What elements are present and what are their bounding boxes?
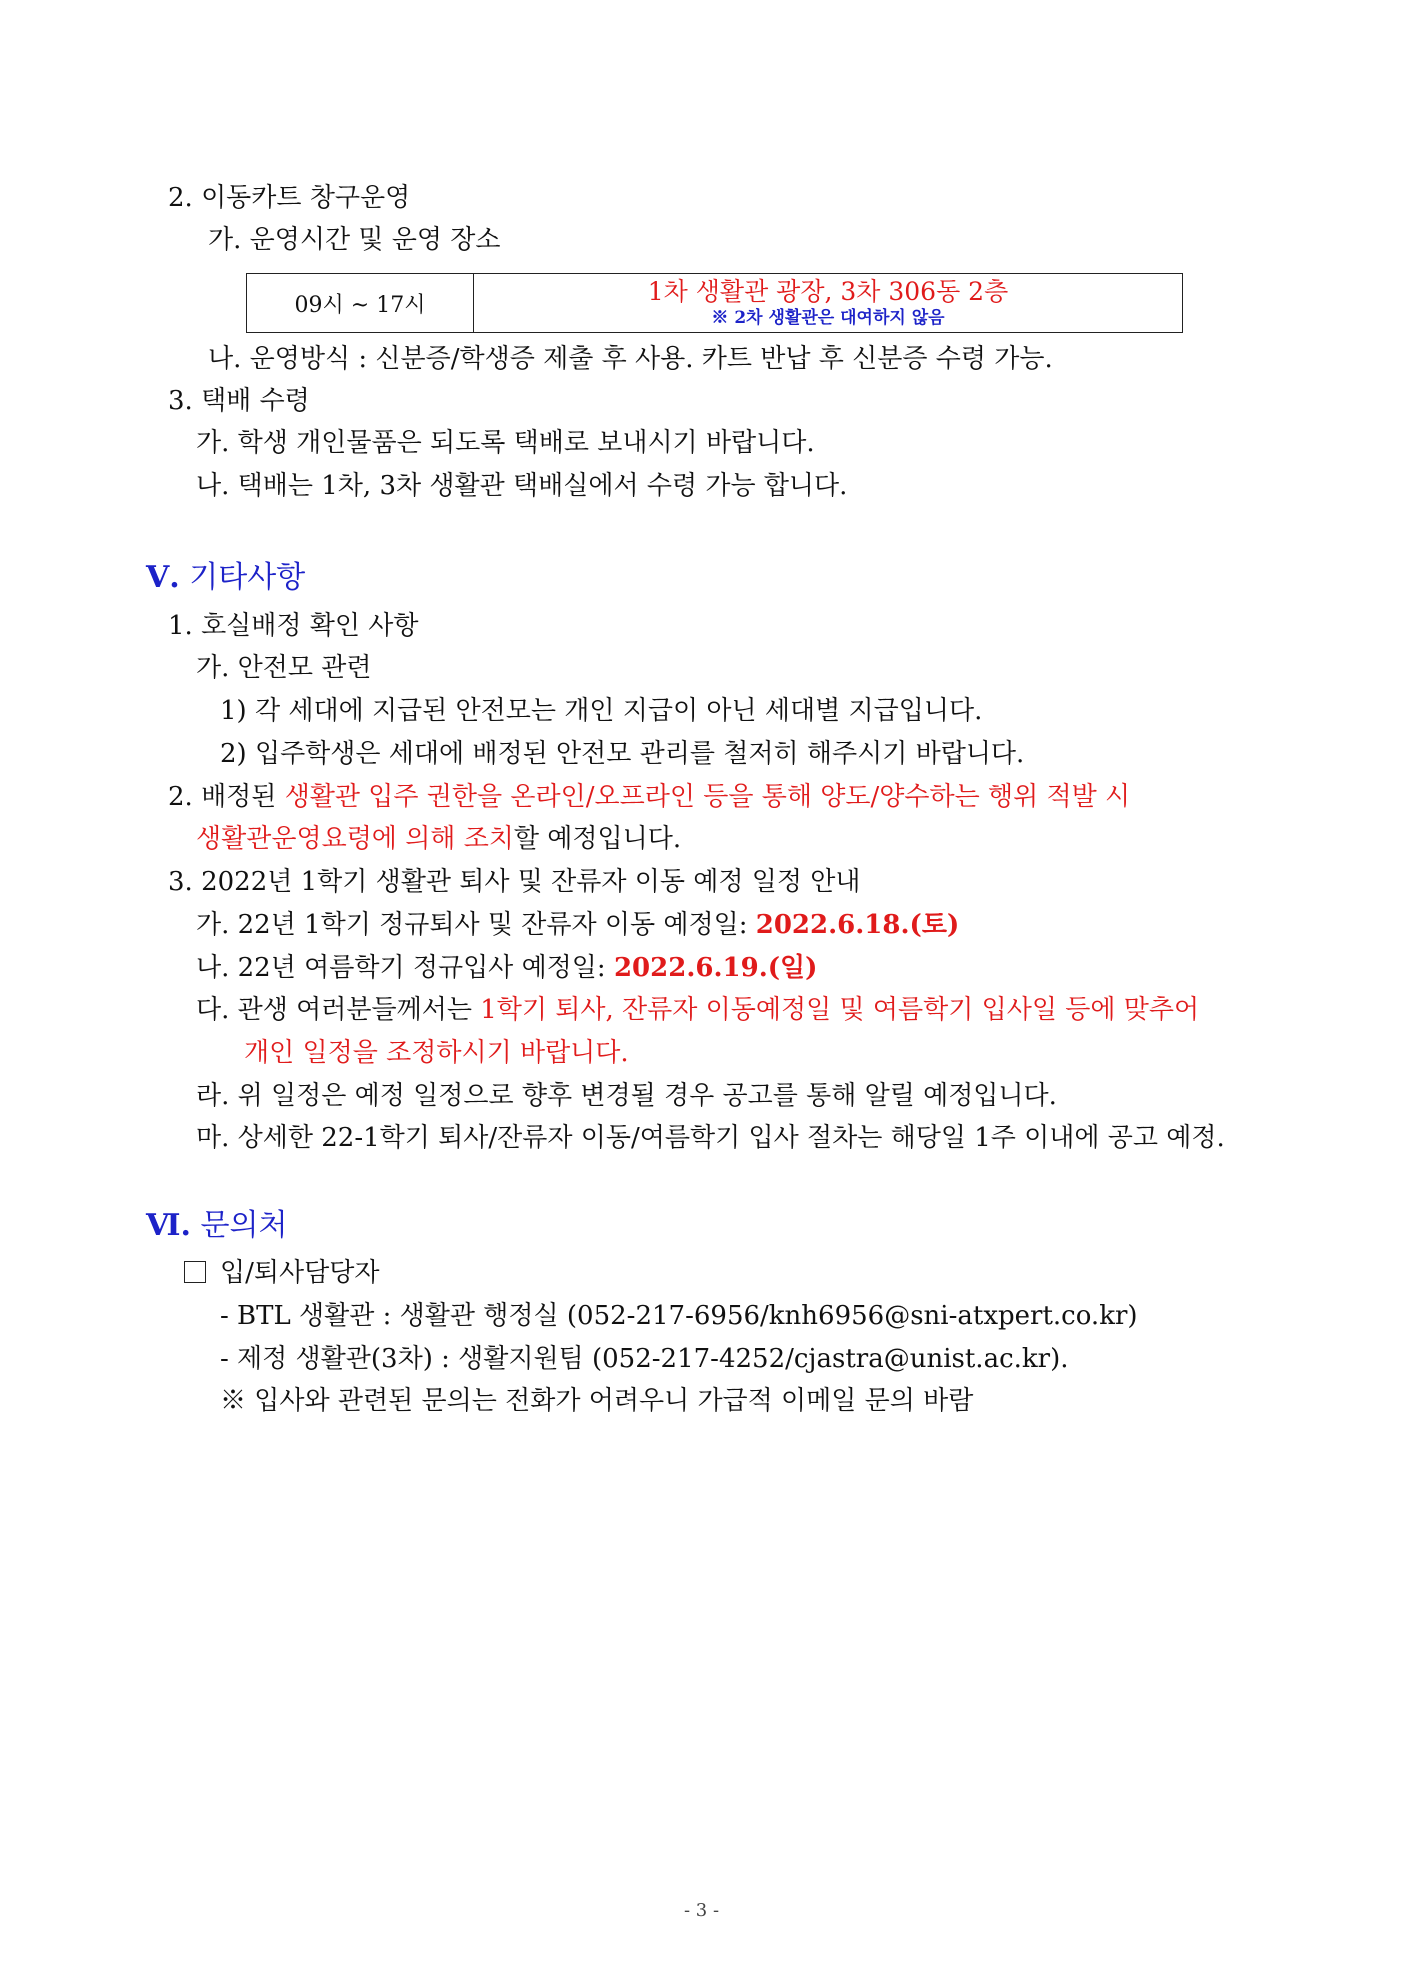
section-6-title xyxy=(146,1207,287,1245)
sec5-item-1-p2: 2) 입주학생은 세대에 배정된 안전모 관리를 철저히 해주시기 바랍니다. xyxy=(220,739,1025,769)
sec5-item-3-ga xyxy=(196,908,959,942)
item-2-na: 나. 운영방식 : 신분증/학생증 제출 후 사용. 카트 반납 후 신분증 수령 가능. xyxy=(208,344,1053,374)
sec5-item-3-na xyxy=(196,951,817,985)
sec5-item-3-heading: 3. 2022년 1학기 생활관 퇴사 및 잔류자 이동 예정 일정 안내 xyxy=(168,867,861,897)
hours-table xyxy=(246,273,1183,333)
contact-title xyxy=(184,1256,379,1290)
checkbox-icon xyxy=(184,1261,206,1283)
sec5-item-2-prefix: 2. 배정된 xyxy=(168,782,285,812)
checkout-date: 2022.6.18.(토) xyxy=(755,910,960,940)
sec5-item-1-ga: 가. 안전모 관련 xyxy=(196,653,372,683)
contact-note: ※ 입사와 관련된 문의는 전화가 어려우니 가급적 이메일 문의 바람 xyxy=(220,1386,974,1416)
sec5-item-3-da-line1 xyxy=(196,993,1199,1027)
item-2-heading: 2. 이동카트 창구운영 xyxy=(168,183,411,213)
section-5-label: 기타사항 xyxy=(189,560,306,595)
sec5-item-3-da-line2: 개인 일정을 조정하시기 바랍니다. xyxy=(244,1038,629,1068)
sec5-item-1-p1: 1) 각 세대에 지급된 안전모는 개인 지급이 아닌 세대별 지급입니다. xyxy=(220,696,983,726)
page-number: - 3 - xyxy=(683,1900,720,1921)
location-text: 1차 생활관 광장, 3차 306동 2층 xyxy=(647,277,1009,306)
sec5-item-3-da-warning: 1학기 퇴사, 잔류자 이동예정일 및 여름학기 입사일 등에 맞추어 xyxy=(480,995,1200,1025)
item-2-ga: 가. 운영시간 및 운영 장소 xyxy=(208,225,501,255)
contact-btl: - BTL 생활관 : 생활관 행정실 (052-217-6956/knh6956@sni-atxpert.co.kr) xyxy=(220,1301,1138,1331)
sec5-item-2-action: 생활관운영요령에 의해 조치 xyxy=(196,824,514,854)
item-3-heading: 3. 택배 수령 xyxy=(168,386,310,416)
section-6-number: Ⅵ. xyxy=(146,1208,191,1243)
checkin-label: 나. 22년 여름학기 정규입사 예정일: xyxy=(196,953,614,983)
sec5-item-2-suffix: 할 예정입니다. xyxy=(513,824,682,854)
sec5-item-2-warning: 생활관 입주 권한을 온라인/오프라인 등을 통해 양도/양수하는 행위 적발 시 xyxy=(284,782,1131,812)
contact-dorm3: - 제정 생활관(3차) : 생활지원팀 (052-217-4252/cjastra@unist.ac.kr). xyxy=(220,1344,1069,1374)
section-5-title xyxy=(146,559,305,597)
hours-cell: 09시 ~ 17시 xyxy=(247,274,474,333)
sec5-item-3-ma: 마. 상세한 22-1학기 퇴사/잔류자 이동/여름학기 입사 절차는 해당일 1주 이내에 공고 예정. xyxy=(196,1123,1225,1153)
location-note: ※ 2차 생활관은 대여하지 않음 xyxy=(711,308,945,328)
section-6-label: 문의처 xyxy=(200,1208,288,1243)
section-5-number: Ⅴ. xyxy=(146,560,180,595)
checkout-label: 가. 22년 1학기 정규퇴사 및 잔류자 이동 예정일: xyxy=(196,910,756,940)
sec5-item-3-da-prefix: 다. 관생 여러분들께서는 xyxy=(196,995,481,1025)
contact-title-text: 입/퇴사담당자 xyxy=(220,1258,380,1288)
item-3-na: 나. 택배는 1차, 3차 생활관 택배실에서 수령 가능 합니다. xyxy=(196,471,848,501)
item-3-ga: 가. 학생 개인물품은 되도록 택배로 보내시기 바랍니다. xyxy=(196,428,815,458)
sec5-item-2-line1 xyxy=(168,780,1130,814)
location-cell xyxy=(474,274,1183,333)
sec5-item-1-heading: 1. 호실배정 확인 사항 xyxy=(168,611,419,641)
sec5-item-2-line2 xyxy=(196,822,681,856)
checkin-date: 2022.6.19.(일) xyxy=(613,953,818,983)
sec5-item-3-ra: 라. 위 일정은 예정 일정으로 향후 변경될 경우 공고를 통해 알릴 예정입니다. xyxy=(196,1081,1057,1111)
